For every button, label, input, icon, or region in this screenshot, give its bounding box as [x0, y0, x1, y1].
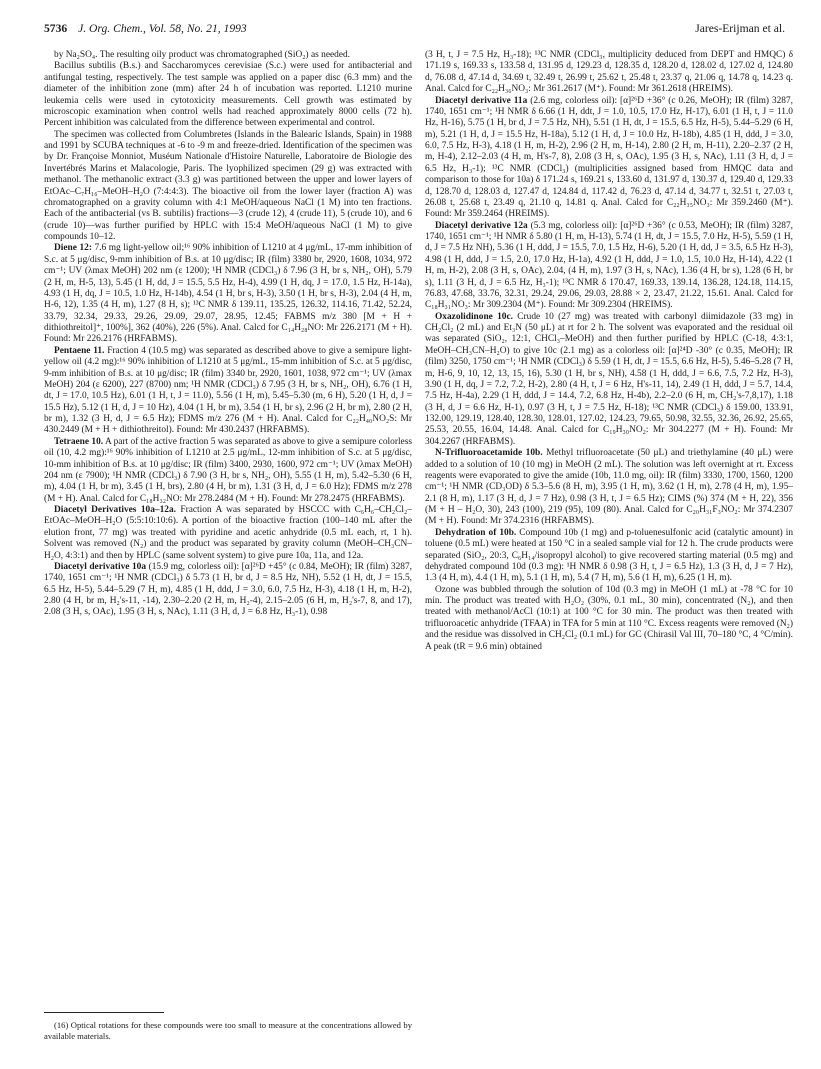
running-authors: Jares-Erijman et al. — [695, 22, 785, 35]
paragraph-body: (5.3 mg, colorless oil): [α]²⁶D +36° (c 0.53, MeOH); IR (film) 3287, 1740, 1651 cm⁻¹; ¹H NMR δ 5.80 (1 H, m, H-13), 5.74 (1 H, dt, J = 15.5, 7.0 Hz, H-5), 5.59 (1 H, d, J = 7.5 Hz NH), 5.36 (1 H, ddd, J = 15.5, 7.0, 1.5 Hz, H-6), 5.20 (1 H, dd, J = 3.5, 6.5 Hz H-3), 4.98 (1 H, ddd, J = 1.5, 2.0, 17.0 Hz, H-1a), 4.92 (1 H, ddd, J = 1.0, 1.5, 10.0 Hz, H-14), 4.22 (1 H, m, H-2), 2.08 (3 H, s, OAc), 2.04, (4 H, m), 1.97 (3 H, s, NAc), 1.36 (4 H, br s), 1.28 (6 H, br s), 1.11 (3 H, d, J = 6.5 Hz, H₃-1); ¹³C NMR δ 170.47, 169.33, 139.14, 136.28, 124.18, 114.15, 76.83, 47.68, 33.76, 32.31, 29.24, 29.06, 29.03, 28.88 × 2, 23.47, 21.22, 15.61. Anal. Calcd for C₁₈H₃₁NO₃: Mr 309.2304 (M⁺). Found: Mr 309.2304 (HREIMS). — [425, 220, 794, 311]
paragraph-body: Bacillus subtilis (B.s.) and Saccharomyces cerevisiae (S.c.) were used for antibacterial and antifungal testing, respectively. The test sample was applied on a paper disc (6.3 mm) and the diameter of the inhibition zone (mm) after 24 h of incubation was reported. L1210 murine leukemia cells were used in cytotoxicity measurements. Cell growth was estimated by microscopic examination when control wells had reached approximately 8000 cells (72 h). Percent inhibition was calculated from the difference between experimental and control. — [44, 61, 412, 129]
footnote-text: (16) Optical rotations for these compounds were too small to measure at the concentrations allowed by available materials. — [44, 1020, 412, 1041]
page-header — [44, 22, 785, 40]
paragraph-body: Compound 10b (1 mg) and p-toluenesulfonic acid (catalytic amount) in toluene (0.5 mL) were heated at 150 °C in a sealed sample vial for 12 h. The crude products were separated (SiO₂, 20:3, C₆H₁₄/isopropyl alcohol) to give recovered starting material (0.5 mg) and dehydrated compound 10d (0.3 mg): ¹H NMR δ 0.98 (3 H, t, J = 6.5 Hz), 1.3 (3 H, d, J = 7 Hz), 1.3 (4 H, m), 4.4 (1 H, m), 5.1 (1 H, m), 5.4 (7 H, m), 5.6 (1 H, m), 6.25 (1 H, m). — [425, 527, 794, 584]
paragraph-body: The specimen was collected from Columbretes (Islands in the Balearic Islands, Spain) in 1988 and 1991 by SCUBA techniques at -6 to -9 m and freeze-dried. Identification of the specimen was by Dr. Françoise Monniot, Muséum Nationale d'Histoire Naturelle, Laboratoire de Biologie des Invertébrés Marins et Malacologie, Paris. The lyophilized specimen (29 g) was extracted with methanol. The methanolic extract (3.3 g) was partitioned between the upper and lower layers of EtOAc–C₇H₁₆–MeOH–H₂O (7:4:4:3). The bioactive oil from the lower layer (fraction A) was chromatographed on a gravity column with 4:1 MeOH/aqueous NaCl (1 M) into ten fractions. Each of the antibacterial (vs B. subtilis) fractions—3 (crude 12), 4 (crude 11), 5 (crude 10), and 6 (crude 10)—was further purified by HPLC with 15:4 MeOH/aqueous NaCl (1 M) to give compounds 10–12. — [44, 129, 412, 242]
paragraph-body: Fraction 4 (10.5 mg) was separated as described above to give a semipure light-yellow oil (4.2 mg):¹⁶ 90% inhibition of L1210 at 5 μg/mL, 15-mm inhibition of S.c. at 5 μg/disc, 9-mm inhibition of B.s. at 10 μg/disc; IR (film) 3340 br, 2920, 1601, 1038, 972 cm⁻¹; UV (λmax MeOH) 204 (ε 6200), 227 (8700) nm; ¹H NMR (CDCl₃) δ 7.95 (3 H, br s, NH₂, OH), 6.76 (1 H, dt, J = 17.0, 10.5 Hz), 6.01 (1 H, t, J = 11.0), 5.56 (1 H, m), 5.45–5.30 (m, 6 H), 5.20 (1 H, d, J = 15.5 Hz), 5.12 (1 H, d, J = 10 Hz), 4.04 (1 H, br m), 3.54 (1 H, br s), 2.96 (2 H, br m), 2.80 (2 H, br m), 1.32 (3 H, d, J = 6.5 Hz); FDMS m/z 276 (M + H). Anal. Calcd for C₂₂H₄₀NO₂S: Mr 430.2449 (M + H + dithiothreitol). Found: Mr 430.2437 (HRFABMS). — [44, 345, 413, 436]
entry-heading: Diacetyl derivative 10a — [54, 561, 147, 572]
journal-citation: J. Org. Chem., Vol. 58, No. 21, 1993 — [78, 22, 247, 35]
page-number: 5736 — [44, 22, 68, 35]
right-column — [425, 50, 793, 653]
paragraph-body: (3 H, t, J = 7.5 Hz, H₃-18); ¹³C NMR (CDCl₃, multiplicity deduced from DEPT and HMQC) δ 171.19 s, 169.33 s, 133.58 d, 131.95 d, 129.23 d, 128.35 d, 128.20 d, 128.02 d, 127.02 d, 124.80 d, 76.08 d, 47.14 d, 34.69 t, 32.49 t, 26.99 t, 25.62 t, 25.48 t, 23.37 q, 21.06 q, 14.78 q, 14.23 q. Anal. Calcd for C₂₂H₃₆NO₃: Mr 361.2617 (M⁺). Found: Mr 361.2618 (HREIMS). — [425, 50, 793, 95]
entry-heading: N-Trifluoroacetamide 10b. — [435, 448, 543, 459]
entry-heading: Tetraene 10. — [54, 436, 104, 447]
paragraph-body: Methyl trifluoroacetate (50 μL) and triethylamine (40 μL) were added to a solution of 10 (10 mg) in MeOH (2 mL). The solution was left overnight at rt. Excess reagents were evaporated to give the amide (10b, 11.0 mg, oil): IR (film) 3330, 1700, 1560, 1200 cm⁻¹; ¹H NMR (CD₃OD) δ 5.3–5.6 (8 H, m), 3.95 (1 H, m), 3.62 (1 H, m), 2.78 (4 H, m), 1.95–2.1 (8 H, m), 1.17 (3 H, d, J = 7 Hz), 0.98 (3 H, t, J = 6.5 Hz); CIMS (%) 374 (M + H, 22), 356 (M + H – H₂O, 30), 243 (100), 219 (95), 109 (80). Anal. Calcd for C₂₀H₃₁F₃NO₂: Mr 374.2307 (M + H). Found: Mr 374.2316 (HRFABMS). — [425, 448, 793, 527]
paragraph-body: by Na₂SO₄. The resulting oily product was chromatographed (SiO₂) as needed. — [54, 50, 351, 60]
left-paragraph — [44, 61, 412, 129]
left-paragraph — [44, 130, 412, 244]
entry-heading: Diene 12: — [54, 243, 92, 254]
right-paragraph — [425, 96, 793, 221]
paragraph-body: A part of the active fraction 5 was separated as above to give a semipure colorless oil (10, 4.2 mg):¹⁶ 90% inhibition of L1210 at 2.5 μg/mL, 12-mm inhibition of S.c. at 5 μg/disc, 10-mm inhibition of B.s. at 10 μg/disc; IR (film) 3400, 2930, 1600, 972 cm⁻¹; UV (λmax MeOH) 204 nm (ε 7900); ¹H NMR (CDCl₃) δ 7.90 (3 H, br s, NH₂, OH), 5.55 (1 H, m), 5.42–5.30 (6 H, m), 4.04 (1 H, br m), 3.45 (1 H, brs), 2.80 (4 H, br m), 1.31 (3 H, d, J = 6.0 Hz); FDMS m/z 278 (M + H). Anal. Calcd for C₁₈H₃₂NO: Mr 278.2484 (M + H). Found: Mr 278.2475 (HRFABMS). — [44, 436, 413, 504]
paragraph-body: (2.6 mg, colorless oil): [α]²⁶D +36° (c 0.26, MeOH); IR (film) 3287, 1740, 1651 cm⁻¹; ¹H NMR δ 6.66 (1 H, ddt, J = 1.0, 10.5, 17.0 Hz, H-17), 6.01 (1 H, t, J = 11.0 Hz, H-16), 5.75 (1 H, br d, J = 7.5 Hz, NH), 5.51 (1 H, dt, J = 15.5, 6.5 Hz, H-5), 5.44–5.29 (6 H, m), 5.21 (1 H, d, J = 15.5 Hz, H-18a), 5.12 (1 H, d, J = 10.0 Hz, H-18b), 4.85 (1 H, ddd, J = 3.0, 6.0, 7.5 Hz, H-3), 4.18 (1 H, m, H-2), 2.96 (2 H, m, H-14), 2.80 (2 H, m, H-11), 2.20–2.37 (2 H, m, H-4), 2.12–2.03 (4 H, m, H's-7, 8), 2.08 (3 H, s, OAc), 1.95 (3 H, s, NAc), 1.11 (3 H, d, J = 6.5 Hz, H₃-1); ¹³C NMR (CDCl₃) (multiplicities assigned based from HMQC data and comparison to those for 10a) δ 171.24 s, 169.21 s, 133.60 d, 131.97 d, 130.37 d, 129.40 d, 129.33 d, 128.70 d, 128.03 d, 127.47 d, 124.84 d, 117.42 d, 76.23 d, 47.14 d, 34.77 t, 32.51 t, 27.03 t, 26.08 t, 25.68 t, 23.49 q, 21.10 q, 14.81 q. Anal. Calcd for C₂₂H₃₅NO₃: Mr 359.2460 (M⁺). Found: Mr 359.2464 (HREIMS). — [425, 95, 793, 220]
right-paragraph — [425, 50, 793, 96]
paragraph-body: Ozone was bubbled through the solution of 10d (0.3 mg) in MeOH (1 mL) at -78 °C for 10 min. The product was treated with H₂O₂ (30%, 0.1 mL, 30 min), concentrated (N₂), and then treated with methanol/AcCl (10:1) at 100 °C for 30 min. The product was then treated with trifluoroacetic anhydride (TFAA) in TFA for 5 min at 110 °C. Excess reagents were removed (N₂) and the residue was dissolved in CH₂Cl₂ (0.1 mL) for GC (Chirasil Val III, 70–180 °C, 4 °C/min). A peak (tR = 9.6 min) obtained — [425, 584, 793, 652]
right-paragraph — [425, 312, 793, 449]
left-paragraph — [44, 437, 412, 505]
right-paragraph — [425, 448, 793, 528]
entry-heading: Pentaene 11. — [54, 345, 105, 356]
paragraph-body: Crude 10 (27 mg) was treated with carbonyl diimidazole (33 mg) in CH₂Cl₂ (2 mL) and Et₃N (50 μL) at rt for 2 h. The solvent was evaporated and the residual oil was separated (SiO₂, 12:1, CHCl₃–MeOH) and then further purified by HPLC (C-18, 4:3:1, MeOH–CH₃CN–H₂O) to give 10c (2.1 mg) as a colorless oil: [α]²⁴D -30° (c 0.35, MeOH); IR (film) 3250, 1750 cm⁻¹; ¹H NMR (CDCl₃) δ 5.59 (1 H, dt, J = 15.5, 6.6 Hz, H-5), 5.46–5.28 (7 H, m, H-6, 9, 10, 12, 13, 15, 16), 5.30 (1 H, br s, NH), 4.58 (1 H, ddd, J = 6.6, 7.5, 7.2 Hz, H-3), 3.90 (1 H, dq, J = 7.2, 7.2, H-2), 2.80 (4 H, t, J = 6 Hz, H's-11, 14), 2.49 (1 H, ddd, J = 5.7, 14.4, 7.5 Hz, H-4a), 2.29 (1 H, ddd, J = 14.4, 7.2, 6.8 Hz, H-4b), 2.2–2.0 (6 H, m, CH₂'s-7,8,17), 1.18 (3 H, d, J = 6.6 Hz, H-1), 0.97 (3 H, t, J = 7.5 Hz, H-18); ¹³C NMR (CDCl₃) δ 159.00, 133.91, 132.00, 129.19, 128.40, 128.30, 128.01, 127.02, 124.23, 79.65, 50.98, 32.55, 32.36, 26.92, 25.65, 25.53, 20.55, 16.04, 14.48. Anal. Calcd for C₁₉H₃₀NO₂: Mr 304.2277 (M + H). Found: Mr 304.2267 (HRFABMS). — [425, 311, 794, 447]
paragraph-body: (15.9 mg, colorless oil): [α]²⁶D +45° (c 0.84, MeOH); IR (film) 3287, 1740, 1651 cm⁻¹; ¹H NMR (CDCl₃) δ 5.73 (1 H, br d, J = 8.5 Hz, NH), 5.52 (1 H, dt, J = 15.5, 6.5 Hz, H-5), 5.44–5.29 (7 H, m), 4.85 (1 H, ddd, J = 3.0, 6.0, 7.5 Hz, H-3), 4.18 (1 H, m, H-2), 2.80 (4 H, br m, H₂'s-11, -14), 2.30–2.20 (2 H, m, H₂-4), 2.15–2.05 (6 H, m, H₂'s-7, 8, and 17), 2.08 (3 H, s, OAc), 1.95 (3 H, s, NAc), 1.11 (3 H, d, J = 6.8 Hz, H₃-1), 0.98 — [44, 561, 413, 618]
entry-heading: Dehydration of 10b. — [435, 527, 517, 538]
paragraph-body: Fraction A was separated by HSCCC with C₆H₆–CH₂Cl₂–EtOAc–MeOH–H₂O (5:5:10:10:6). A portion of the bioactive fraction (100–140 mL after the elution front, 77 mg) was treated with pyridine and acetic anhydride (0.5 mL each, rt, 1 h). Solvent was removed (N₂) and the product was separated by gravity column (MeOH–CH₃CN–H₂O, 4:3:1) and then by HPLC (same solvent system) to give pure 10a, 11a, and 12a. — [44, 505, 412, 561]
left-column — [44, 50, 412, 619]
left-paragraph — [44, 505, 412, 562]
left-paragraph — [44, 243, 412, 345]
footnote — [44, 1020, 412, 1041]
entry-heading: Oxazolidinone 10c. — [435, 311, 513, 322]
right-paragraph — [425, 585, 793, 653]
entry-heading: Diacetyl Derivatives 10a–12a. — [54, 505, 176, 515]
paragraph-body: 7.6 mg light-yellow oil;¹⁶ 90% inhibition of L1210 at 4 μg/mL, 17-mm inhibition of S.c. at 5 μg/disc, 9-mm inhibition of B.s. at 10 μg/disc; IR (film) 3380 br, 2920, 1608, 1034, 972 cm⁻¹; UV (λmax MeOH) 202 nm (ε 1200); ¹H NMR (CDCl₃) δ 7.96 (3 H, br s, NH₂, OH), 5.79 (2 H, m, H-5, 13), 5.45 (1 H, dd, J = 15.5, 5.5 Hz, H-4), 4.99 (1 H, dq, J = 17.0, 1.5 Hz, H-14a), 4.93 (1 H, dq, J = 10.5, 1.0 Hz, H-14b), 4.54 (1 H, br s, H-3), 3.50 (1 H, br s, H-3), 2.04 (4 H, m, H-6, 12), 1.35 (4 H, m), 1.27 (8 H, s); ¹³C NMR δ 139.11, 135.25, 126.32, 114.16, 71.42, 52.24, 33.79, 32.34, 29.33, 29.26, 29.09, 29.07, 28.95, 12.45; FABMS m/z 380 [M + H + dithiothreitol]⁺, 100%], 362 (40%), 226 (5%). Anal. Calcd for C₁₄H₂₈NO: Mr 226.2171 (M + H). Found: Mr 226.2176 (HRFABMS). — [44, 243, 412, 345]
footnote-divider — [44, 1012, 164, 1013]
left-paragraph — [44, 346, 412, 437]
right-paragraph — [425, 221, 793, 312]
entry-heading: Diacetyl derivative 11a — [435, 95, 528, 106]
left-paragraph — [44, 562, 412, 619]
entry-heading: Diacetyl derivative 12a — [435, 220, 528, 231]
header-left — [44, 22, 247, 35]
left-paragraph — [44, 50, 412, 61]
right-paragraph — [425, 528, 793, 585]
